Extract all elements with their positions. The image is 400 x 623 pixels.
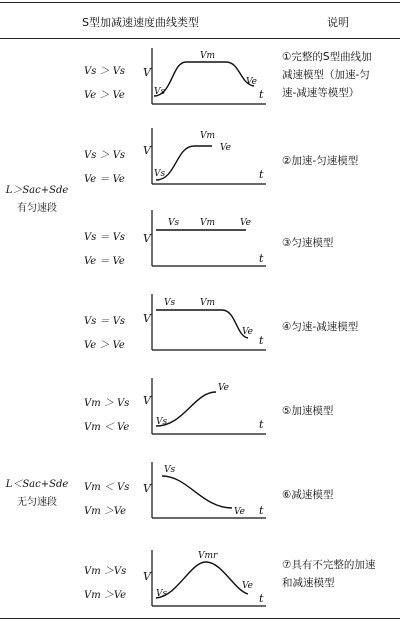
row-4-t-label: t [259,334,264,347]
row-1-velocity-plot [142,44,272,110]
row-1-description-line: ①完整的S型曲线加 [282,51,372,63]
row-4-condition-1: Vs ＝ Vs [84,316,126,327]
row-1-description-line: 减速模型（加速-匀 [282,69,370,81]
row-7-t-label: t [259,592,264,605]
row-3-vm-label: Vm [200,218,216,228]
row-7-velocity-plot [142,546,272,612]
row-4-vs-label: Vs [164,298,176,308]
row-5-velocity-plot [142,374,272,440]
row-4-v-label: V [143,312,151,325]
row-4-description-line: ④匀速-减速模型 [282,321,359,333]
row-1-ve-label: Ve [246,77,257,87]
row-3-vs-label: Vs [168,218,180,228]
row-3-ve-label: Ve [240,218,251,228]
row-2-velocity-plot [142,124,272,190]
table-bottom-rule [0,618,400,619]
row-1-condition-2: Ve ＞ Ve [84,90,125,101]
row-2-condition-2: Ve ＝ Ve [84,174,125,185]
row-5-t-label: t [259,418,264,431]
category-condition: L＞Sac+Sde [5,185,69,196]
header-bottom-rule [0,38,400,39]
row-7-condition-1: Vm ＞Vs [84,566,127,577]
row-6-description-line: ⑥减速模型 [282,489,334,501]
row-7-vm-label: Vmr [198,551,218,561]
row-6-ve-label: Ve [234,507,245,517]
row-7-description-line: 和减速模型 [282,577,335,589]
row-6-condition-2: Vm ＞Ve [84,506,127,517]
row-3-condition-1: Vs ＝ Vs [84,232,126,243]
row-2-condition-1: Vs ＞ Vs [84,150,126,161]
row-3-condition-2: Ve ＝ Ve [84,256,125,267]
row-6-condition-1: Vm ＜ Vs [84,482,130,493]
row-2-v-label: V [143,144,151,157]
row-1-t-label: t [259,88,264,101]
row-2-t-label: t [259,168,264,181]
category-label: 有匀速段 [17,203,57,214]
row-2-description [282,152,400,170]
row-2-vm-label: Vm [200,131,216,141]
category-condition: L＜Sac+Sde [5,479,69,490]
header-description: 说明 [327,16,349,29]
row-1-v-label: V [143,66,151,79]
row-3-velocity-plot [142,206,272,272]
row-1-description [282,48,400,102]
row-4-vm-label: Vm [200,298,216,308]
row-6-velocity-plot [142,458,272,524]
row-4-description [282,318,400,336]
row-7-condition-2: Vm ＞Ve [84,590,127,601]
row-3-description-line: ③匀速模型 [282,237,334,249]
row-7-description [282,556,400,592]
row-6-t-label: t [259,504,264,517]
row-1-vs-label: Vs [154,87,166,97]
row-4-velocity-plot [142,290,272,356]
row-3-v-label: V [143,232,151,245]
category-without-constant-segment [2,476,72,512]
row-7-vs-label: Vs [156,589,168,599]
row-2-description-line: ②加速-匀速模型 [282,155,359,167]
row-5-description-line: ⑤加速模型 [282,405,334,417]
row-1-condition-1: Vs ＞ Vs [84,66,126,77]
row-7-ve-label: Ve [242,581,253,591]
row-5-ve-label: Ve [218,383,229,393]
category-label: 无匀速段 [17,497,57,508]
row-2-ve-label: Ve [220,143,231,153]
category-with-constant-segment [2,182,72,218]
row-5-condition-1: Vm ＞ Vs [84,398,130,409]
row-5-v-label: V [143,394,151,407]
row-4-ve-label: Ve [242,327,253,337]
row-6-v-label: V [143,482,151,495]
row-4-condition-2: Ve ＞ Ve [84,340,125,351]
table-top-rule [0,2,400,3]
row-5-condition-2: Vm ＜ Ve [84,422,130,433]
row-3-description [282,234,400,252]
row-1-description-line: 速-减速等模型） [282,87,360,99]
row-5-vs-label: Vs [156,417,168,427]
row-6-vs-label: Vs [164,465,176,475]
row-6-description [282,486,400,504]
header-curve-type: S型加减速速度曲线类型 [82,16,199,29]
row-7-description-line: ⑦具有不完整的加速 [282,559,376,571]
row-1-vm-label: Vm [200,51,216,61]
row-3-t-label: t [259,252,264,265]
row-7-v-label: V [143,570,151,583]
row-2-vs-label: Vs [154,169,166,179]
row-5-description [282,402,400,420]
